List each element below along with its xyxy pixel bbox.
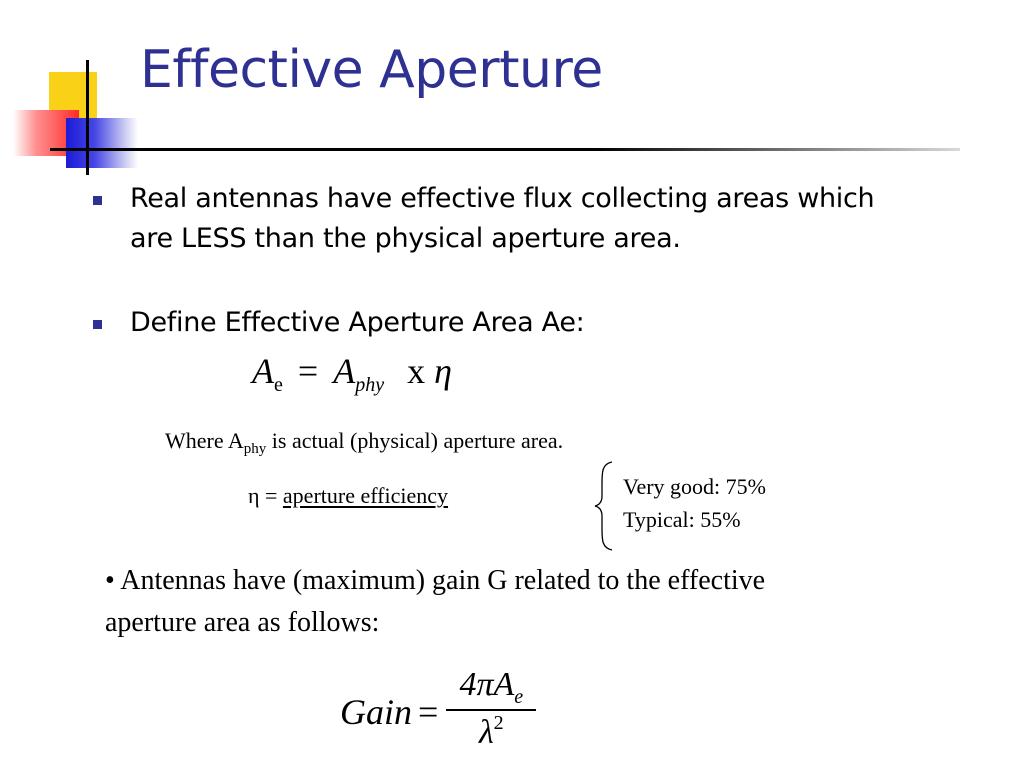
logo-blue-square xyxy=(66,118,138,168)
numerator-sub: e xyxy=(514,686,524,708)
gain-equals: = xyxy=(418,692,439,732)
gain-numerator xyxy=(453,665,529,709)
where-sub: phy xyxy=(243,441,267,457)
eq-symbol-a: A xyxy=(333,351,356,391)
efficiency-term: aperture efficiency xyxy=(282,483,449,508)
denominator-sup: 2 xyxy=(493,712,504,734)
efficiency-lhs: η = xyxy=(248,483,283,508)
curly-brace-icon xyxy=(592,460,616,552)
gain-lhs: Gain xyxy=(340,692,412,732)
gain-fraction xyxy=(446,665,536,759)
where-suffix: is actual (physical) aperture area. xyxy=(266,428,564,453)
case-very-good: Very good: 75% xyxy=(623,474,766,499)
efficiency-cases xyxy=(623,470,766,536)
gain-note: • Antennas have (maximum) gain G related to the effective aperture area as follows: xyxy=(105,565,766,638)
effective-aperture-equation xyxy=(252,350,452,396)
gain-equation xyxy=(340,664,536,760)
bullet-square-icon xyxy=(93,320,102,329)
slide-title: Effective Aperture xyxy=(140,40,603,100)
title-underline-rule xyxy=(50,148,960,151)
bullet-text-1: Real antennas have effective flux collecting areas which are LESS than the physical aperture area. xyxy=(130,183,875,254)
bullet-square-icon xyxy=(93,196,102,205)
eq-symbol-a: A xyxy=(252,351,274,391)
eq-sub-phy: phy xyxy=(355,374,385,396)
eq-sub-e: e xyxy=(274,374,283,396)
logo-vertical-line xyxy=(86,60,89,175)
bullet-text-2: Define Effective Aperture Area Ae: xyxy=(130,307,585,338)
eq-eta: η xyxy=(434,351,452,391)
efficiency-definition xyxy=(248,483,448,509)
eq-equals: = xyxy=(297,351,319,391)
eq-times: x xyxy=(407,351,426,391)
where-prefix: Where A xyxy=(165,428,244,453)
numerator-text: 4πA xyxy=(459,666,515,703)
where-note xyxy=(165,428,564,457)
gain-denominator xyxy=(479,711,504,759)
denominator-text: λ xyxy=(478,714,494,751)
case-typical: Typical: 55% xyxy=(623,507,741,532)
